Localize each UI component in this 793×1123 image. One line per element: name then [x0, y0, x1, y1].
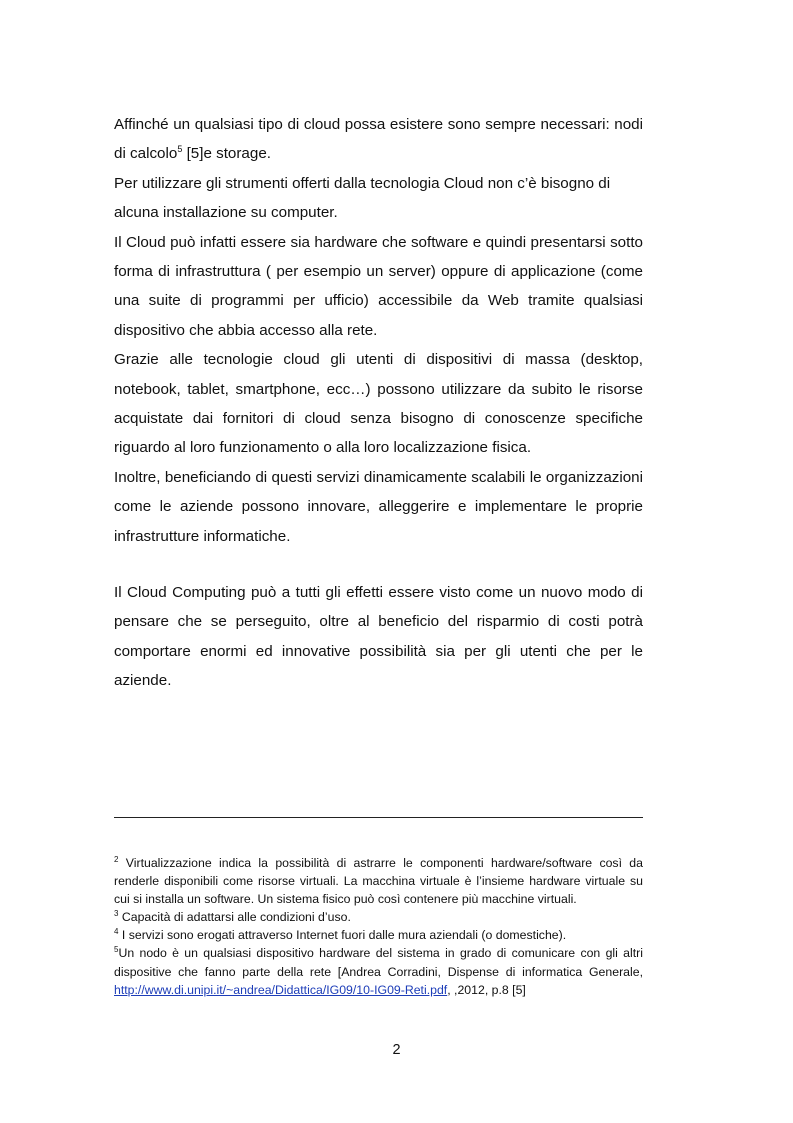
main-text-block: [114, 110, 643, 551]
footnote-4-number: 4: [114, 927, 119, 937]
footnotes: [114, 854, 643, 999]
conclusion-text-block: [114, 578, 643, 696]
paragraph-3: Il Cloud può infatti essere sia hardware che software e quindi presentarsi sotto forma di infrastruttura ( per esempio un server) oppure di applicazione (come una suite di programmi per ufficio) accessibile da Web tramite qualsiasi dispositivo che abbia accesso alla rete.: [114, 233, 643, 339]
page-number: 2: [392, 1042, 401, 1058]
footnote-ref-5: 5: [177, 144, 183, 155]
footnote-2: [114, 854, 643, 908]
footnote-5: [114, 944, 643, 998]
paragraph-5: Inoltre, beneficiando di questi servizi dinamicamente scalabili le organizzazioni come le aziende possono innovare, alleggerire e implementare le proprie infrastrutture informatiche.: [114, 468, 643, 545]
footnote-5-tail: , ,2012, p.8 [5]: [447, 982, 526, 997]
footnote-2-text: Virtualizzazione indica la possibilità di astrarre le componenti hardware/software così da renderle disponibili come risorse virtuali. La macchina virtuale è l’insieme hardware virtuale su cui si installa un software. Un sistema fisico può così contenere più macchine virtuali.: [114, 856, 643, 907]
footnote-5-link[interactable]: http://www.di.unipi.it/~andrea/Didattica/IG09/10-IG09-Reti.pdf: [114, 982, 448, 997]
footnote-3-number: 3: [114, 909, 119, 919]
footnote-3-text: Capacità di adattarsi alle condizioni d’uso.: [118, 910, 351, 925]
footnote-5-number: 5: [114, 945, 119, 955]
footnote-4: [114, 926, 643, 944]
footnote-3: [114, 908, 643, 926]
paragraph-1: [114, 110, 643, 169]
footnote-4-text: I servizi sono erogati attraverso Internet fuori dalle mura aziendali (o domestiche).: [118, 928, 567, 943]
paragraph-1-ref: [5]e storage.: [182, 145, 271, 163]
paragraph-1-text: Affinché un qualsiasi tipo di cloud possa esistere sono sempre necessari: nodi di calcolo: [114, 116, 643, 163]
footnote-2-number: 2: [114, 854, 119, 864]
footnote-separator: [114, 817, 643, 818]
paragraph-2: Per utilizzare gli strumenti offerti dalla tecnologia Cloud non c’è bisogno di alcuna installazione su computer.: [114, 174, 611, 222]
paragraph-4: Grazie alle tecnologie cloud gli utenti di dispositivi di massa (desktop, notebook, tablet, smartphone, ecc…) possono utilizzare da subito le risorse acquistate dai fornitori di cloud senza bisogno di conoscenze specifiche riguardo al loro funzionamento o alla loro localizzazione fisica.: [114, 351, 643, 457]
paragraph-6: Il Cloud Computing può a tutti gli effetti essere visto come un nuovo modo di pensare che se perseguito, oltre al beneficio del risparmio di costi potrà comportare enormi ed innovative possibilità sia per gli utenti che per le aziende.: [114, 584, 643, 690]
footnote-5-text: Un nodo è un qualsiasi dispositivo hardware del sistema in grado di comunicare con gli altri dispositive che fanno parte della rete [Andrea Corradini, Dispense di informatica Generale,: [114, 946, 643, 979]
